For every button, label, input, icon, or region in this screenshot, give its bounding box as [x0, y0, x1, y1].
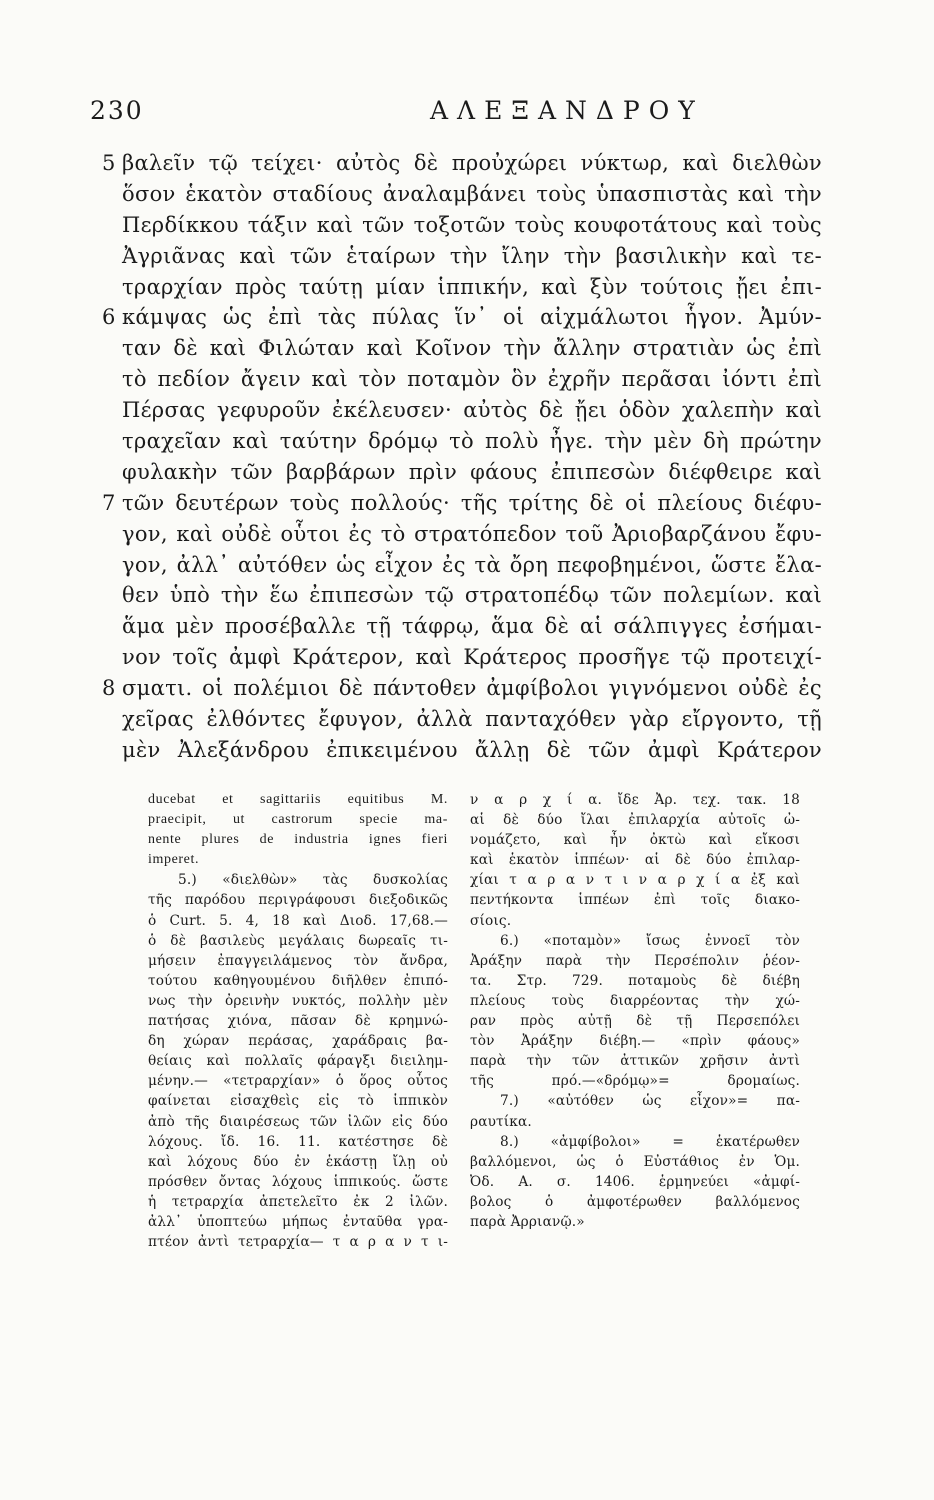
main-text-content: Πέρσας γεφυροῦν ἐκέλευσεν· αὐτὸς δὲ ᾔει ὁδὸν χαλεπὴν καὶ — [122, 398, 822, 423]
main-text-line — [122, 179, 822, 210]
footnote-line: πατήσας χιόνα, πᾶσαν δὲ κρημνώ- — [148, 1013, 448, 1030]
footnote-line: καὶ λόχους δύο ἐν ἑκάστῃ ἴλῃ οὐ — [148, 1153, 448, 1170]
main-text-content: κάμψας ὡς ἐπὶ τὰς πύλας ἵν᾽ οἱ αἰχμάλωτοι ἧγον. Ἀμύν- — [122, 305, 822, 330]
footnote-line: τούτου καθηγουμένου διῆλθεν ἐπιπό- — [148, 972, 448, 989]
main-text-content: ταν δὲ καὶ Φιλώταν καὶ Κοῖνον τὴν ἄλλην στρατιὰν ὡς ἐπὶ — [122, 336, 822, 361]
main-text-line — [122, 426, 822, 457]
footnote-line: μήσειν ἐπαγγειλάμενος τὸν ἄνδρα, — [148, 952, 448, 969]
footnote-line: πλείους τοὺς διαρρέοντας τὴν χώ- — [470, 992, 800, 1009]
main-text-content: γον, καὶ οὐδὲ οὗτοι ἐς τὸ στρατόπεδον τοῦ Ἀριοβαρζάνου ἔφυ- — [122, 521, 822, 546]
footnote-line: ν α ρ χ ί α. ἴδε Ἀρ. τεχ. τακ. 18 — [470, 792, 800, 808]
footnote-line: δη χώραν περάσας, χαράδραις βα- — [148, 1033, 448, 1050]
footnote-line: ὁ δὲ βασιλεὺς μεγάλαις δωρεαῖς τι- — [148, 932, 448, 949]
main-text-content: ὅσον ἑκατὸν σταδίους ἀναλαμβάνει τοὺς ὑπασπιστὰς καὶ τὴν — [122, 181, 822, 206]
main-text-content: τὸ πεδίον ἄγειν καὶ τὸν ποταμὸν ὃν ἐχρῆν περᾶσαι ἰόντι ἐπὶ — [122, 367, 822, 392]
running-head: ΑΛΕΞΑΝΔΡΟΥ — [430, 96, 704, 125]
page-header — [90, 96, 840, 136]
footnote-line: nente plures de industria ignes fieri — [148, 832, 448, 848]
main-text-content: μὲν Ἀλεξάνδρου ἐπικειμένου ἄλλῃ δὲ τῶν ἀμφὶ Κράτερον — [122, 737, 822, 762]
main-text — [102, 148, 822, 766]
main-text-content: γον, ἀλλ᾽ αὐτόθεν ὡς εἶχον ἐς τὰ ὄρη πεφοβημένοι, ὥστε ἔλα- — [122, 552, 822, 577]
main-text-content: φυλακὴν τῶν βαρβάρων πρὶν φάους ἐπιπεσὼν διέφθειρε καὶ — [122, 459, 822, 484]
main-text-content: τῶν δευτέρων τοὺς πολλούς· τῆς τρίτης δὲ οἱ πλείους διέφυ- — [122, 490, 822, 515]
footnote-line: νομάζετο, καὶ ἦν ὀκτὼ καὶ εἴκοσι — [470, 832, 800, 849]
footnote-line: Ὀδ. Α. σ. 1406. ἑρμηνεύει «ἀμφί- — [470, 1173, 800, 1190]
footnote-line: βαλλόμενοι, ὡς ὁ Εὐστάθιος ἐν Ὁμ. — [470, 1153, 800, 1170]
footnote-line: αἱ δὲ δύο ἴλαι ἐπιλαρχία αὐτοῖς ὠ- — [470, 812, 800, 829]
footnote-line: παρὰ Ἀρριανῷ.» — [470, 1213, 585, 1230]
main-text-line — [122, 333, 822, 364]
footnote-line: imperet. — [148, 852, 200, 868]
footnote-line: ραν πρὸς αὐτῇ δὲ τῇ Περσεπόλει — [470, 1013, 800, 1030]
main-text-line — [122, 364, 822, 395]
main-text-content: θεν ὑπὸ τὴν ἕω ἐπιπεσὼν τῷ στρατοπέδῳ τῶν πολεμίων. καὶ — [122, 583, 822, 608]
footnote-line: ἀλλ᾽ ὑποπτεύω μήπως ἐνταῦθα γρα- — [148, 1213, 448, 1230]
footnote-line: 5.) «διελθὼν» τὰς δυσκολίας — [178, 872, 448, 889]
footnote-line: λόχους. ἴδ. 16. 11. κατέστησε δὲ — [148, 1133, 448, 1150]
main-text-line — [102, 673, 822, 704]
footnote-line: χίαι τ α ρ α ν τ ι ν α ρ χ ί α ἐξ καὶ — [470, 872, 800, 889]
section-number: 6 — [102, 305, 116, 330]
main-text-line — [102, 302, 822, 333]
footnote-line: θείαις καὶ πολλαῖς φάραγξι διειλημ- — [148, 1053, 448, 1070]
footnote-line: καὶ ἑκατὸν ἱππέων· αἱ δὲ δύο ἐπιλαρ- — [470, 852, 800, 869]
footnote-line: μένην.— «τετραρχίαν» ὁ ὅρος οὗτος — [148, 1073, 448, 1090]
footnote-line: τῆς πρό.—«δρόμῳ»= δρομαίως. — [470, 1073, 800, 1090]
main-text-line — [122, 210, 822, 241]
page-number: 230 — [90, 96, 144, 125]
main-text-line — [122, 272, 822, 303]
main-text-content: βαλεῖν τῷ τείχει· αὐτὸς δὲ προὐχώρει νύκτωρ, καὶ διελθὼν — [122, 151, 822, 175]
footnote-line: βολος ὁ ἀμφοτέρωθεν βαλλόμενος — [470, 1193, 800, 1210]
main-text-content: νον τοῖς ἀμφὶ Κράτερον, καὶ Κράτερος προσῆγε τῷ προτειχί- — [122, 645, 822, 670]
footnote-line: σίοις. — [470, 912, 512, 929]
main-text-content: Περδίκκου τάξιν καὶ τῶν τοξοτῶν τοὺς κουφοτάτους καὶ τοὺς — [122, 212, 822, 237]
footnote-line: πεντήκοντα ἱππέων ἐπὶ τοῖς διακο- — [470, 892, 800, 909]
footnote-line: τῆς παρόδου περιγράφουσι διεξοδικῶς — [148, 892, 448, 909]
footnote-line: τὸν Ἀράξην διέβη.— «πρὶν φάους» — [470, 1033, 800, 1050]
main-text-content: τραχεῖαν καὶ ταύτην δρόμῳ τὸ πολὺ ἦγε. τὴν μὲν δὴ πρώτην — [122, 429, 822, 454]
main-text-line — [122, 241, 822, 272]
main-text-content: τραρχίαν πρὸς ταύτῃ μίαν ἱππικήν, καὶ ξὺν τούτοις ᾔει ἐπι- — [122, 274, 822, 299]
footnote-line: τα. Στρ. 729. ποταμοὺς δὲ διέβη — [470, 972, 800, 989]
footnotes-left-column — [148, 790, 448, 1252]
section-number: 5 — [102, 151, 116, 175]
footnote-line: πτέον ἀντὶ τετραρχία— τ α ρ α ν τ ι- — [148, 1234, 448, 1251]
main-text-content: σματι. οἱ πολέμιοι δὲ πάντοθεν ἀμφίβολοι γιγνόμενοι οὐδὲ ἐς — [122, 676, 822, 701]
footnote-line: Ἀράξην παρὰ τὴν Περσέπολιν ῥέον- — [470, 952, 800, 969]
footnote-line: πρόσθεν ὄντας λόχους ἱππικούς. ὥστε — [148, 1173, 448, 1190]
footnote-line: 6.) «ποταμὸν» ἴσως ἐννοεῖ τὸν — [500, 932, 800, 949]
main-text-content: ἅμα μὲν προσέβαλλε τῇ τάφρῳ, ἅμα δὲ αἱ σάλπιγγες ἐσήμαι- — [122, 614, 822, 639]
main-text-line — [102, 148, 822, 179]
main-text-content: Ἀγριᾶνας καὶ τῶν ἑταίρων τὴν ἴλην τὴν βασιλικὴν καὶ τε- — [122, 243, 822, 268]
main-text-line — [122, 550, 822, 581]
footnote-line: 7.) «αὐτόθεν ὡς εἶχον»= πα- — [500, 1093, 800, 1110]
footnote-line: 8.) «ἀμφίβολοι» = ἑκατέρωθεν — [500, 1133, 800, 1150]
main-text-line — [122, 457, 822, 488]
main-text-content: χεῖρας ἐλθόντες ἔφυγον, ἀλλὰ πανταχόθεν γὰρ εἴργοντο, τῇ — [122, 707, 822, 732]
section-number: 7 — [102, 490, 116, 515]
footnote-line: φαίνεται εἰσαχθεὶς εἰς τὸ ἱππικὸν — [148, 1093, 448, 1110]
footnote-line: praecipit, ut castrorum specie ma- — [148, 812, 448, 828]
main-text-line — [122, 735, 822, 766]
main-text-line — [102, 488, 822, 519]
main-text-line — [122, 704, 822, 735]
footnote-line: ἀπὸ τῆς διαιρέσεως τῶν ἰλῶν εἰς δύο — [148, 1113, 448, 1130]
footnote-line: νως τὴν ὀρεινὴν νυκτός, πολλὴν μὲν — [148, 992, 448, 1009]
footnote-line: παρὰ τὴν τῶν ἀττικῶν χρῆσιν ἀντὶ — [470, 1053, 800, 1070]
main-text-line — [122, 580, 822, 611]
main-text-line — [122, 519, 822, 550]
footnote-line: ραυτίκα. — [470, 1113, 532, 1130]
footnote-line: ducebat et sagittariis equitibus M. — [148, 792, 448, 807]
footnote-line: ἡ τετραρχία ἀπετελεῖτο ἐκ 2 ἰλῶν. — [148, 1193, 448, 1210]
main-text-line — [122, 395, 822, 426]
footnote-line: ὁ Curt. 5. 4, 18 καὶ Διοδ. 17,68.— — [148, 912, 448, 929]
footnotes-right-column — [470, 790, 800, 1232]
main-text-line — [122, 611, 822, 642]
section-number: 8 — [102, 676, 116, 701]
main-text-line — [122, 642, 822, 673]
